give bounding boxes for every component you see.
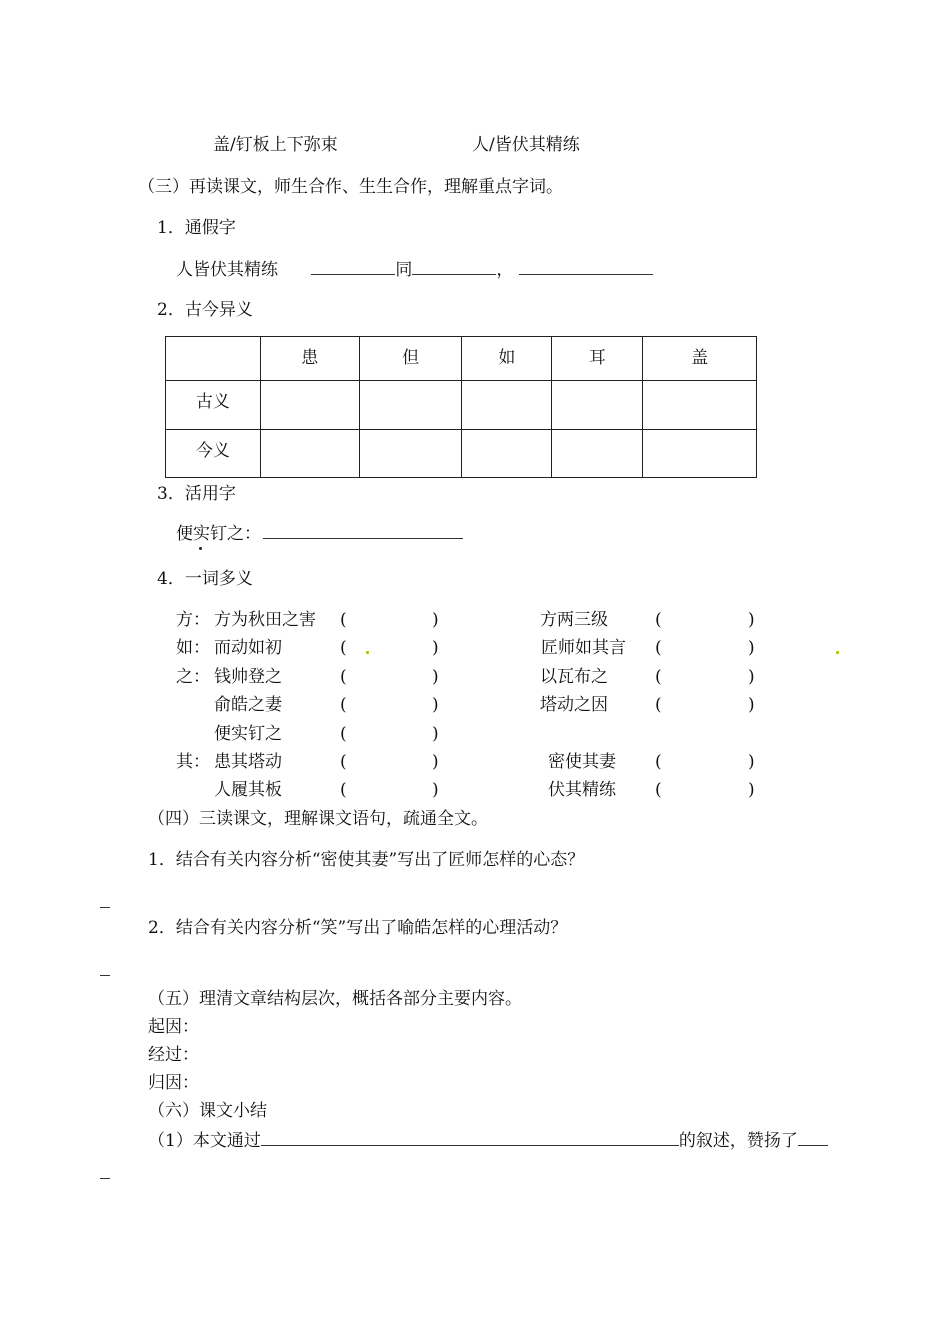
paren-close: ) bbox=[432, 695, 439, 715]
answer-dash bbox=[100, 907, 110, 908]
q1-row bbox=[176, 258, 653, 281]
polysemy-example-right: 伏其精练 bbox=[548, 780, 616, 800]
table-header-cell: 患 bbox=[260, 337, 359, 381]
paren-open: ( bbox=[655, 780, 662, 800]
structure-item: 归因： bbox=[148, 1073, 199, 1093]
table-cell[interactable] bbox=[260, 430, 359, 478]
answer-dash bbox=[100, 1178, 110, 1179]
polysemy-example-left: 患其塔动 bbox=[214, 752, 282, 772]
paren-close: ) bbox=[432, 724, 439, 744]
polysemy-head-char: 方： bbox=[176, 610, 210, 630]
table-header-cell: 耳 bbox=[552, 337, 643, 381]
section-5-heading: （五）理清文章结构层次，概括各部分主要内容。 bbox=[148, 989, 522, 1009]
paren-open: ( bbox=[340, 667, 347, 687]
paren-open: ( bbox=[655, 610, 662, 630]
paren-close: ) bbox=[748, 695, 755, 715]
q3-prefix: 便 bbox=[176, 524, 193, 544]
gujin-table bbox=[165, 336, 757, 478]
summary-mid: 的叙述，赞扬了 bbox=[678, 1131, 798, 1151]
paren-open: ( bbox=[655, 667, 662, 687]
paren-close: ) bbox=[432, 780, 439, 800]
paren-open: ( bbox=[340, 610, 347, 630]
section-3-heading: （三）再读课文，师生合作、生生合作，理解重点字词。 bbox=[138, 177, 563, 197]
summary-blank-1[interactable] bbox=[261, 1129, 679, 1146]
table-header-row bbox=[166, 337, 757, 381]
q3-title: 3．活用字 bbox=[157, 484, 236, 504]
polysemy-example-left: 便实钉之 bbox=[214, 724, 282, 744]
structure-item: 经过： bbox=[148, 1045, 199, 1065]
polysemy-example-right: 以瓦布之 bbox=[540, 667, 608, 687]
paren-open: ( bbox=[340, 724, 347, 744]
table-cell[interactable] bbox=[643, 381, 757, 430]
table-cell[interactable] bbox=[462, 381, 552, 430]
q1-blank-2[interactable] bbox=[412, 258, 496, 275]
section-4-question-2: 2．结合有关内容分析“笑”写出了喻皓怎样的心理活动？ bbox=[148, 918, 568, 938]
table-cell[interactable] bbox=[643, 430, 757, 478]
polysemy-head-char: 如： bbox=[176, 638, 210, 658]
q1-comma: ， bbox=[496, 260, 514, 280]
polysemy-example-right: 方两三级 bbox=[540, 610, 608, 630]
q1-blank-3[interactable] bbox=[519, 258, 653, 275]
polysemy-example-left: 而动如初 bbox=[214, 638, 282, 658]
q3-suffix: 钉之： bbox=[210, 524, 261, 544]
table-cell[interactable] bbox=[462, 430, 552, 478]
paren-close: ) bbox=[748, 780, 755, 800]
paren-open: ( bbox=[340, 752, 347, 772]
section-4-heading: （四）三读课文，理解课文语句，疏通全文。 bbox=[148, 809, 488, 829]
q2-title: 2．古今异义 bbox=[157, 300, 253, 320]
q3-blank[interactable] bbox=[263, 522, 463, 539]
summary-prefix: （1）本文通过 bbox=[148, 1131, 261, 1151]
polysemy-example-left: 方为秋田之害 bbox=[214, 610, 316, 630]
row-label: 今义 bbox=[166, 430, 261, 478]
marker-dot bbox=[836, 651, 839, 654]
summary-line bbox=[148, 1129, 828, 1152]
section-6-heading: （六）课文小结 bbox=[148, 1101, 267, 1121]
table-row bbox=[166, 430, 757, 478]
q1-blank-1[interactable] bbox=[311, 258, 395, 275]
q1-phrase: 人皆伏其精练 bbox=[176, 260, 278, 280]
top-line-right: 人/皆伏其精练 bbox=[472, 135, 580, 155]
polysemy-example-left: 俞皓之妻 bbox=[214, 695, 282, 715]
paren-open: ( bbox=[340, 780, 347, 800]
polysemy-head-char: 之： bbox=[176, 667, 210, 687]
paren-close: ) bbox=[748, 752, 755, 772]
table-header-cell: 如 bbox=[462, 337, 552, 381]
polysemy-example-right: 匠师如其言 bbox=[541, 638, 626, 658]
structure-item: 起因： bbox=[148, 1017, 199, 1037]
q1-same: 同 bbox=[395, 260, 413, 280]
table-header-cell: 盖 bbox=[643, 337, 757, 381]
paren-open: ( bbox=[340, 695, 347, 715]
table-cell[interactable] bbox=[552, 430, 643, 478]
paren-open: ( bbox=[655, 638, 662, 658]
polysemy-head-char: 其： bbox=[176, 752, 210, 772]
table-header-cell: 但 bbox=[359, 337, 462, 381]
table-cell[interactable] bbox=[359, 381, 462, 430]
q4-title: 4．一词多义 bbox=[157, 569, 253, 589]
paren-close: ) bbox=[432, 752, 439, 772]
q3-key-char: 实 bbox=[193, 524, 210, 544]
table-row bbox=[166, 381, 757, 430]
table-cell[interactable] bbox=[260, 381, 359, 430]
paren-close: ) bbox=[748, 638, 755, 658]
summary-blank-2[interactable] bbox=[798, 1129, 828, 1146]
paren-close: ) bbox=[748, 667, 755, 687]
paren-close: ) bbox=[748, 610, 755, 630]
polysemy-example-right: 密使其妻 bbox=[548, 752, 616, 772]
paren-open: ( bbox=[655, 695, 662, 715]
q1-title: 1．通假字 bbox=[157, 218, 236, 238]
paren-close: ) bbox=[432, 667, 439, 687]
polysemy-example-left: 人履其板 bbox=[214, 780, 282, 800]
section-4-question-1: 1．结合有关内容分析“密使其妻”写出了匠师怎样的心态？ bbox=[148, 850, 585, 870]
polysemy-example-left: 钱帅登之 bbox=[214, 667, 282, 687]
table-cell[interactable] bbox=[552, 381, 643, 430]
table-cell[interactable] bbox=[359, 430, 462, 478]
polysemy-example-right: 塔动之因 bbox=[540, 695, 608, 715]
marker-dot bbox=[366, 651, 369, 654]
paren-close: ) bbox=[432, 610, 439, 630]
answer-dash bbox=[100, 975, 110, 976]
row-label: 古义 bbox=[166, 381, 261, 430]
table-header-cell bbox=[166, 337, 261, 381]
top-line-left: 盖/钉板上下弥束 bbox=[213, 135, 338, 155]
paren-open: ( bbox=[340, 638, 347, 658]
q3-row bbox=[176, 522, 463, 545]
paren-close: ) bbox=[432, 638, 439, 658]
paren-open: ( bbox=[655, 752, 662, 772]
